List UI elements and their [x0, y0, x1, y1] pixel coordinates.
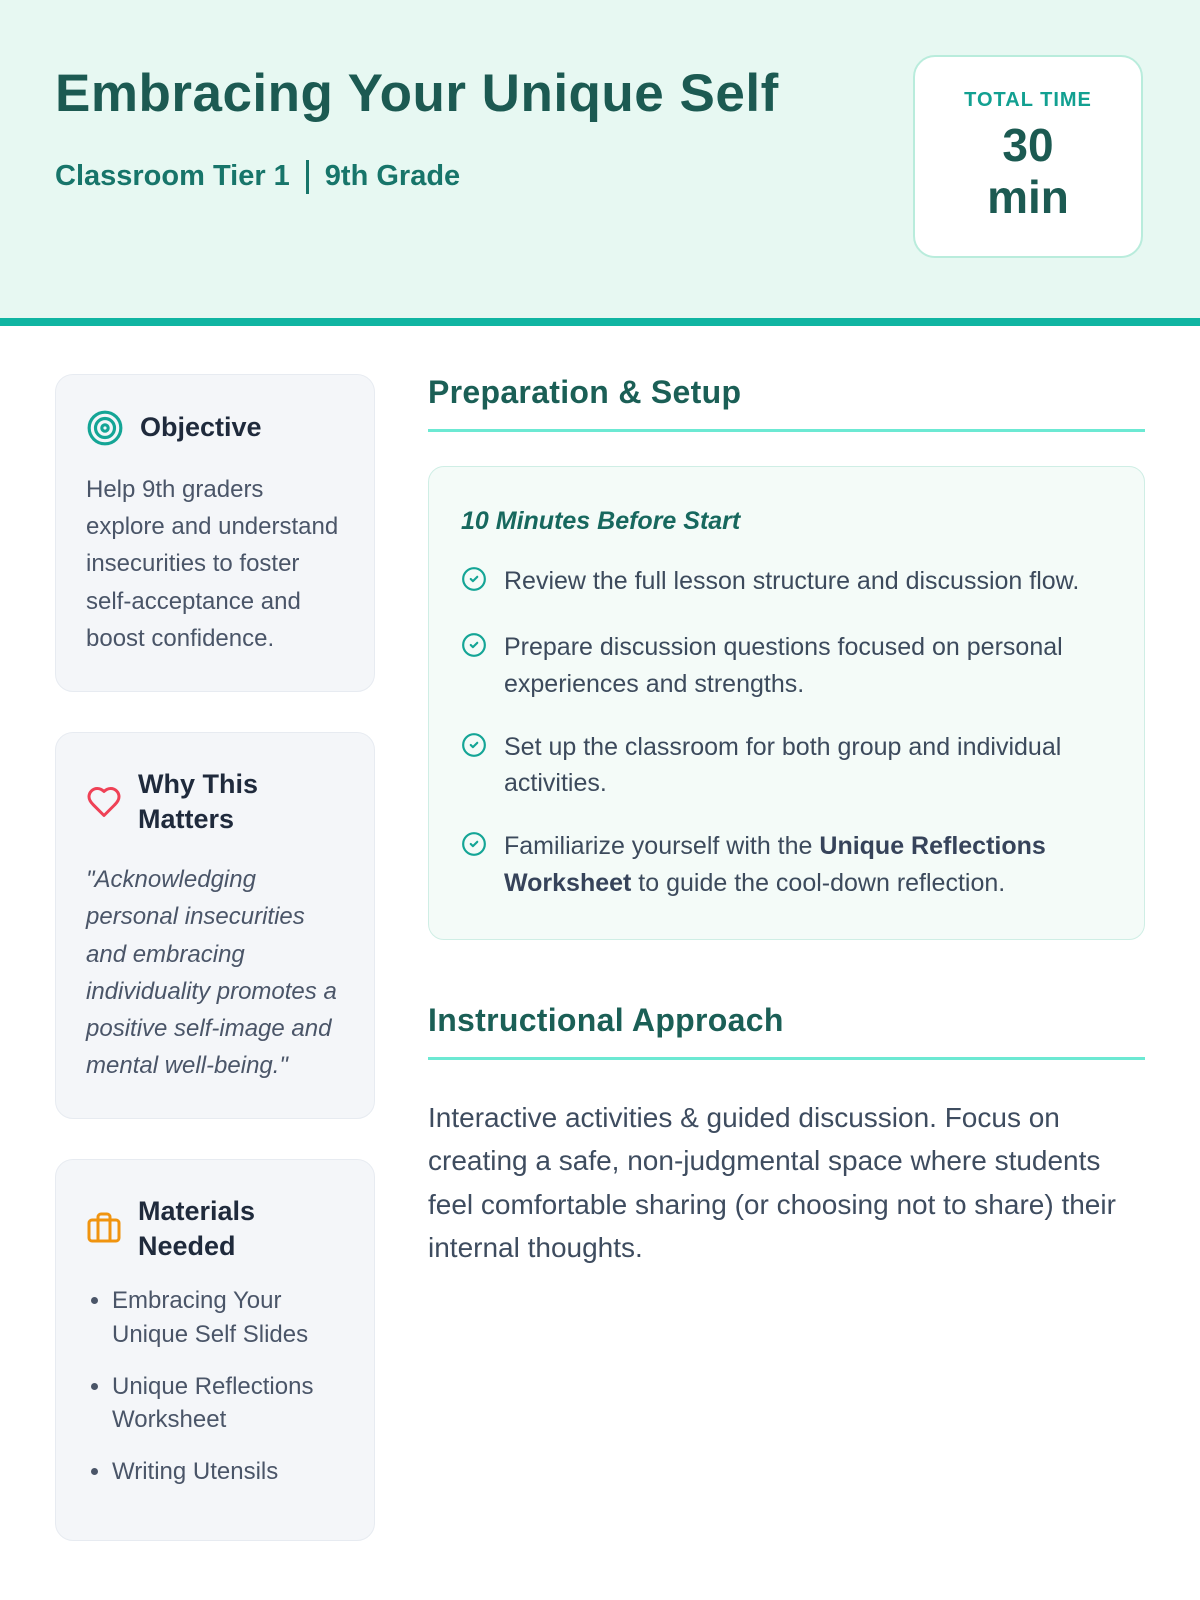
- materials-card-header: [86, 1194, 344, 1264]
- content-area: [0, 326, 1200, 1581]
- check-circle-icon: [461, 732, 487, 802]
- briefcase-icon: [86, 1211, 122, 1247]
- instructional-approach-body: Interactive activities & guided discussion. Focus on creating a safe, non-judgmental space where students feel comfortable sharing (or choosing not to share) their internal thoughts.: [428, 1101, 1116, 1263]
- lesson-tier: Classroom Tier 1: [55, 160, 290, 193]
- sidebar: [55, 374, 375, 1581]
- prep-checklist-item: [461, 729, 1112, 802]
- materials-list-item: • Embracing Your Unique Self Slides: [112, 1284, 344, 1351]
- total-time-value: 30 min: [987, 119, 1069, 223]
- materials-list-item: • Unique Reflections Worksheet: [112, 1370, 344, 1437]
- why-this-matters-card: [55, 732, 375, 1119]
- check-circle-icon: [461, 566, 487, 602]
- objective-card-header: [86, 409, 344, 447]
- lesson-title: Embracing Your Unique Self: [55, 64, 779, 123]
- subtitle-divider: [306, 160, 309, 194]
- why-quote: "Acknowledging personal insecurities and embracing individuality promotes a positive self-image and mental well-being.": [86, 866, 337, 1080]
- check-circle-icon: [461, 632, 487, 702]
- materials-list: [86, 1284, 344, 1488]
- prep-item-text: [504, 828, 1112, 901]
- preparation-card: [428, 466, 1145, 940]
- lesson-grade: 9th Grade: [324, 160, 461, 193]
- prep-checklist-item: [461, 629, 1112, 702]
- page-header: [0, 0, 1200, 318]
- materials-list-item: • Writing Utensils: [112, 1455, 344, 1489]
- prep-checklist: [461, 563, 1112, 901]
- materials-card: [55, 1159, 375, 1541]
- instructional-approach-heading: Instructional Approach: [428, 1002, 1145, 1060]
- why-card-header: [86, 767, 344, 837]
- preparation-heading: Preparation & Setup: [428, 374, 1145, 432]
- target-icon: [86, 409, 124, 447]
- preparation-section: [428, 374, 1145, 940]
- prep-card-label: 10 Minutes Before Start: [461, 507, 741, 535]
- heart-icon: [86, 784, 122, 820]
- prep-item-text: Review the full lesson structure and discussion flow.: [504, 567, 1080, 595]
- prep-checklist-item: [461, 828, 1112, 901]
- objective-card: [55, 374, 375, 692]
- materials-title: Materials Needed: [138, 1196, 256, 1262]
- prep-item-text: Set up the classroom for both group and individual activities.: [504, 732, 1062, 797]
- why-title: Why This Matters: [138, 768, 258, 835]
- prep-checklist-item: [461, 563, 1112, 602]
- prep-item-text: Prepare discussion questions focused on personal experiences and strengths.: [504, 633, 1063, 698]
- header-accent-bar: [0, 318, 1200, 326]
- prep-item-text-post: to guide the cool-down reflection.: [631, 868, 1006, 897]
- prep-item-text-bold: Unique Reflections Worksheet: [504, 832, 1046, 897]
- instructional-approach-section: [428, 1002, 1145, 1270]
- total-time-label: TOTAL TIME: [964, 89, 1092, 112]
- total-time-card: [913, 55, 1143, 258]
- check-circle-icon: [461, 831, 487, 901]
- main-column: [428, 374, 1145, 1581]
- prep-item-text-pre: Familiarize yourself with the: [504, 832, 820, 861]
- objective-body: Help 9th graders explore and understand insecurities to foster self-acceptance and boost confidence.: [86, 476, 339, 652]
- objective-title: Objective: [140, 412, 262, 443]
